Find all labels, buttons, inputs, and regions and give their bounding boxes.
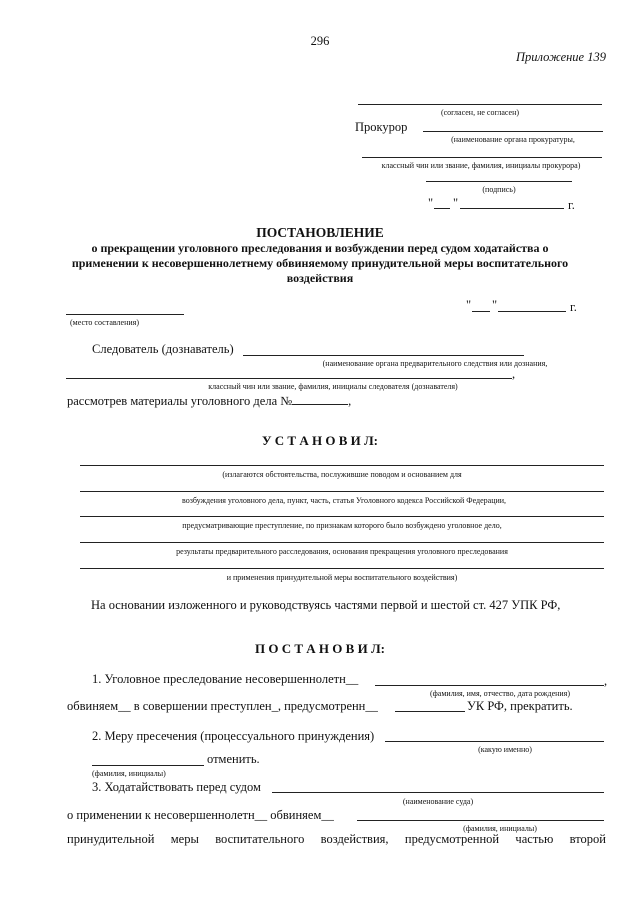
item1-terminate-text: УК РФ, прекратить. bbox=[467, 699, 573, 713]
item2-cancel-text: отменить. bbox=[207, 752, 260, 766]
signature-line[interactable] bbox=[426, 181, 572, 182]
page-number: 296 bbox=[310, 34, 330, 48]
investigator-rank-line[interactable] bbox=[66, 378, 512, 379]
title-line-1: о прекращении уголовного преследования и возбуждении перед судом ходатайства о bbox=[91, 241, 549, 255]
item2-text: 2. Меру пресечения (процессуального принуждения) bbox=[92, 729, 375, 743]
item3-name-line[interactable] bbox=[357, 820, 604, 821]
item3-text: 3. Ходатайствовать перед судом bbox=[92, 780, 261, 794]
day-line[interactable] bbox=[472, 311, 490, 312]
item1-caption: (фамилия, имя, отчество, дата рождения) bbox=[429, 689, 571, 698]
item1-article-line[interactable] bbox=[395, 711, 465, 712]
prosecutor-label: Прокурор bbox=[355, 120, 408, 134]
date-mid-quote: " bbox=[492, 298, 498, 312]
item1-charge-text: обвиняем__ в совершении преступлен_, предусмотренн__ bbox=[67, 699, 378, 713]
date-open-quote: " bbox=[466, 298, 472, 312]
item2-name-caption: (фамилия, инициалы) bbox=[92, 769, 166, 778]
prosecutor-office-caption: (наименование органа прокуратуры, bbox=[451, 135, 575, 144]
established-heading: У С Т А Н О В И Л: bbox=[261, 433, 378, 448]
case-reviewed-label: рассмотрев материалы уголовного дела № bbox=[67, 394, 293, 408]
approval-day-line[interactable] bbox=[434, 208, 450, 209]
investigator-comma: , bbox=[512, 367, 516, 381]
appendix-label: Приложение 139 bbox=[516, 50, 606, 64]
investigator-organ-caption: (наименование органа предварительного следствия или дознания, bbox=[322, 359, 548, 368]
circumstances-line-5[interactable] bbox=[80, 568, 604, 569]
item3-measure-text: принудительной меры воспитательного воздействия, предусмотренной частью второй bbox=[67, 832, 606, 846]
item2-caption: (какую именно) bbox=[478, 745, 532, 754]
case-reviewed-text: рассмотрев материалы уголовного дела № , bbox=[67, 394, 352, 408]
circumstances-line-4[interactable] bbox=[80, 542, 604, 543]
prosecutor-office-line[interactable] bbox=[423, 131, 603, 132]
circumstances-caption-3: предусматривающие преступление, по признакам которого было возбуждено уголовное дело, bbox=[182, 521, 502, 530]
item1-comma: , bbox=[604, 674, 608, 688]
item3-name-caption: (фамилия, инициалы) bbox=[463, 824, 537, 833]
title-line-3: воздействия bbox=[286, 271, 354, 285]
approval-month-line[interactable] bbox=[460, 208, 564, 209]
item3-court-line[interactable] bbox=[272, 792, 604, 793]
investigator-label: Следователь (дознаватель) bbox=[92, 342, 234, 356]
basis-text: На основании изложенного и руководствуясь частями первой и шестой ст. 427 УПК РФ, bbox=[91, 598, 561, 612]
item3-court-caption: (наименование суда) bbox=[402, 797, 474, 806]
circumstances-caption-5: и применения принудительной меры воспитательного воздействия) bbox=[226, 573, 458, 582]
consent-caption: (согласен, не согласен) bbox=[440, 108, 520, 117]
year-suffix: г. bbox=[570, 300, 577, 314]
place-line[interactable] bbox=[66, 314, 184, 315]
consent-line[interactable] bbox=[358, 104, 602, 105]
investigator-organ-line[interactable] bbox=[243, 355, 524, 356]
case-number-field[interactable] bbox=[292, 393, 348, 405]
item2-measure-line[interactable] bbox=[385, 741, 604, 742]
circumstances-line-2[interactable] bbox=[80, 491, 604, 492]
approval-year-suffix: г. bbox=[568, 198, 575, 212]
circumstances-line-3[interactable] bbox=[80, 516, 604, 517]
investigator-rank-caption: классный чин или звание, фамилия, инициалы следователя (дознавателя) bbox=[208, 382, 458, 391]
item1-text: 1. Уголовное преследование несовершеннолетн__ bbox=[92, 672, 359, 686]
signature-caption: (подпись) bbox=[482, 185, 516, 194]
item3-apply-text: о применении к несовершеннолетн__ обвиняем__ bbox=[67, 808, 334, 822]
title-line-2: применении к несовершеннолетнему обвиняемому принудительной меры воспитательного bbox=[71, 256, 569, 270]
circumstances-caption-4: результаты предварительного расследования, основания прекращения уголовного преследования bbox=[176, 547, 508, 556]
prosecutor-rank-line[interactable] bbox=[362, 157, 602, 158]
circumstances-caption-1: (излагаются обстоятельства, послужившие поводом и основанием для bbox=[222, 470, 462, 479]
decided-heading: П О С Т А Н О В И Л: bbox=[255, 641, 385, 656]
prosecutor-rank-caption: классный чин или звание, фамилия, инициалы прокурора) bbox=[381, 161, 581, 170]
place-caption: (место составления) bbox=[70, 318, 139, 327]
circumstances-caption-2: возбуждения уголовного дела, пункт, часть, статья Уголовного кодекса Российской Федерации, bbox=[181, 496, 507, 505]
approval-date-mid-quote: " bbox=[453, 196, 459, 210]
item1-name-line[interactable] bbox=[375, 685, 604, 686]
month-line[interactable] bbox=[498, 311, 566, 312]
approval-date-open-quote: " bbox=[428, 196, 434, 210]
circumstances-line-1[interactable] bbox=[80, 465, 604, 466]
item2-name-line[interactable] bbox=[92, 765, 204, 766]
document-title: ПОСТАНОВЛЕНИЕ bbox=[256, 225, 384, 240]
